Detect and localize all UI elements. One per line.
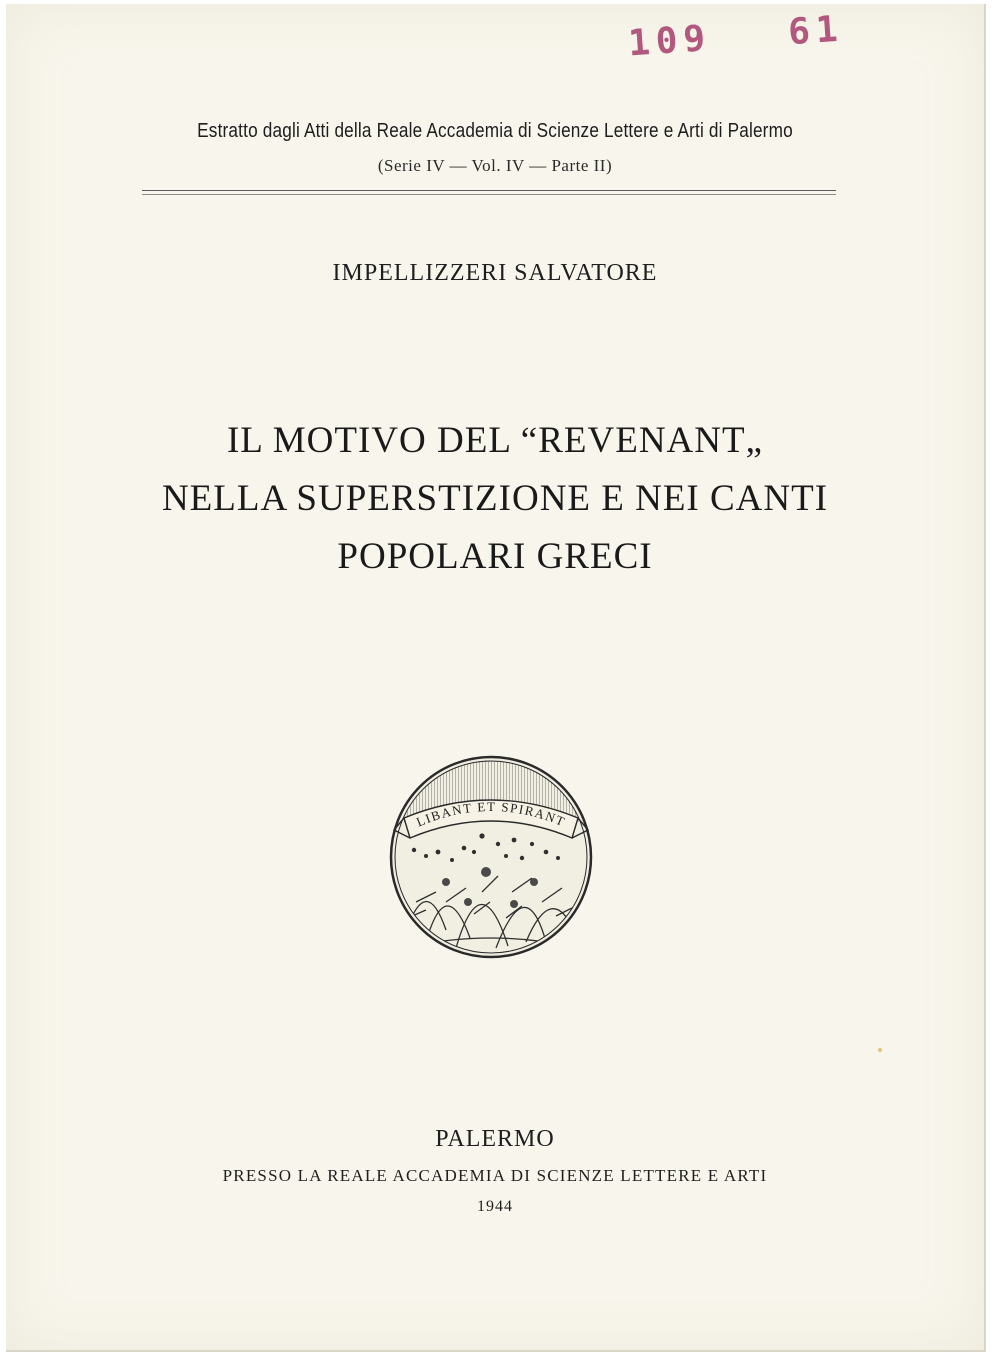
document-title [6,412,984,586]
header-rule [142,190,836,191]
title-line-2: NELLA SUPERSTIZIONE E NEI CANTI [161,478,829,519]
author-name: IMPELLIZZERI SALVATORE [332,260,658,286]
title-line-1: IL MOTIVO DEL “REVENANT„ [226,420,764,461]
series-line: Estratto dagli Atti della Reale Accademia di Scienze Lettere e Arti di Palermo [197,120,793,142]
academy-seal-icon [386,752,596,962]
document-page [6,4,986,1352]
library-stamp [627,9,845,65]
imprint-place: PALERMO [435,1126,555,1152]
title-line-3: POPOLARI GRECI [337,536,653,577]
paper-speck [878,1048,882,1052]
series-detail: (Serie IV — Vol. IV — Parte II) [377,156,613,175]
seal-motto: LIBANT ET SPIRANT [414,798,568,830]
imprint-publisher: PRESSO LA REALE ACCADEMIA DI SCIENZE LETTERE E ARTI [222,1166,768,1185]
stamp-number-left: 109 [626,17,713,65]
imprint-year: 1944 [477,1198,513,1215]
header-rule-secondary [142,194,836,195]
stamp-number-right: 61 [786,8,845,54]
